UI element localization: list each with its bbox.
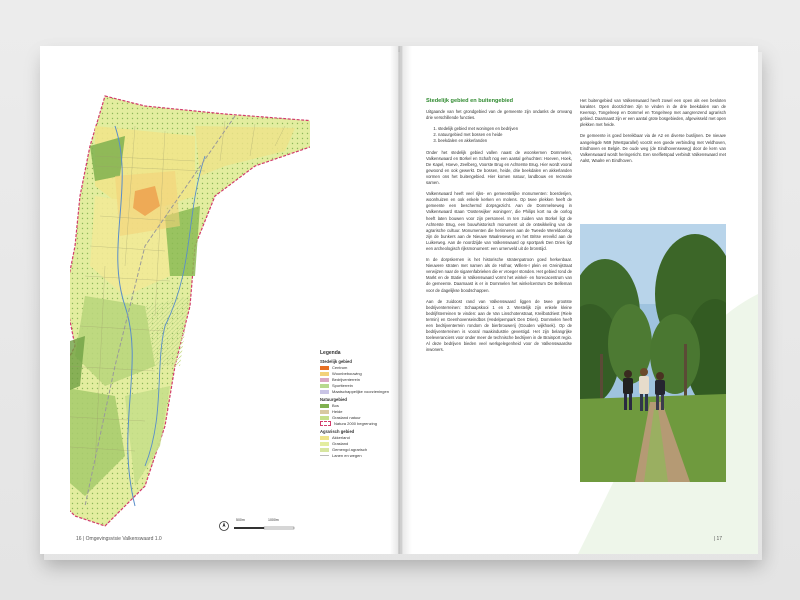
map-legend xyxy=(320,350,392,459)
legend-item: Akkerland xyxy=(320,435,392,440)
paragraph: De gemeente is goed bereikbaar via de A2 en diverse buslijnen. De nieuwe aangelegde N69 (Westparallel) voorzit een goede verbinding met Veldhoven, Eindhoven en België. De oude weg (de Eindhovenseweg) door de kern van Valkenswaard wordt heringericht. Een snelfietspad verbindt Valkenswaard met Aalst, Waalre en Eindhoven. xyxy=(580,133,726,163)
legend-item: Centrum xyxy=(320,365,392,370)
paragraph: Het buitengebied van Valkenswaard heeft zowel een open als een besloten karakter. Open doorzichten zijn te vinden in de drie beekdalen van de Keersop, Tongelreep en Dommel en Tongelreep met aangrenzend agrarisch gebied. Daarnaast zijn er een aantal grote bosgebieden, afgewisseld met open plekken met heide. xyxy=(580,98,726,128)
list-item: 2. natuurgebied met bossen en heide xyxy=(438,132,572,138)
function-list xyxy=(426,126,572,144)
municipality-map xyxy=(70,66,310,536)
photo-forest-path xyxy=(580,224,726,482)
scale-label-1000: 1000m xyxy=(268,518,279,522)
legend-item: Maatschappelijke voorzieningen xyxy=(320,389,392,394)
legend-item: Grasland natuur xyxy=(320,415,392,420)
paragraph: Onder het stedelijk gebied vallen naast de woonkernen Dommelen, Valkenswaard en Borkel en Schaft nog een aantal gehuchten: Hoeven, Hoek, De Kapel, Hoeve, Zeelberg, Voorste Brug en Achterste Brug. Hier wordt vooral gewoond en ook gewerkt. De bossen, heide, drie beekdalen en akkerlanden vormen ons het buitengebied. Hier komen natuur, landbouw en recreatie samen. xyxy=(426,149,572,186)
legend-title: Legenda xyxy=(320,350,341,356)
list-item: 3. beekdalen en akkerlanden xyxy=(438,138,572,144)
intro-paragraph: Uitgaande van het grondgebied van de gemeente zijn ondanks de omvang drie verschillende functies. xyxy=(426,109,572,121)
paragraph: In de dorpskernen is het historische stratenpatroon goed herkenbaar. Nieuwere straten met namen als de Hofnar, Willem-I plein en Greinijstraat verwijzen naar de sigarenfabrieken die er vroeger stonden. Het gebied rond de Markt en de Statie in Valkenswaard vormt het winkel- en horecacentrum van de gemeente. Daarnaast is er in Dommelen het winkelcentrum De Belleman voor de dagelijkse boodschappen. xyxy=(426,257,572,293)
legend-section-title: Agrarisch gebied xyxy=(320,429,355,434)
legend-item: Heide xyxy=(320,409,392,414)
list-item: 1. stedelijk gebied met woningen en bedrijven xyxy=(438,126,572,132)
legend-section-title: Stedelijk gebied xyxy=(320,359,352,364)
legend-item: Woonbebouwing xyxy=(320,371,392,376)
text-column-right xyxy=(580,98,726,169)
section-heading: Stedelijk gebied en buitengebied xyxy=(426,98,514,104)
scale-label-500: 500m xyxy=(236,518,245,522)
legend-item: Lanen en wegen xyxy=(320,453,392,458)
legend-item: Sportterrein xyxy=(320,383,392,388)
legend-item: Bedrijventerrein xyxy=(320,377,392,382)
legend-section-title: Natuurgebied xyxy=(320,397,347,402)
legend-item: Natura 2000 begrenzing xyxy=(320,421,392,426)
legend-item: Bos xyxy=(320,403,392,408)
text-column-left xyxy=(426,98,572,358)
left-page-footer: 16 | Omgevingsvisie Valkenswaard 1.0 xyxy=(76,536,162,542)
legend-item: Grasland xyxy=(320,441,392,446)
legend-item: Gemengd agrarisch xyxy=(320,447,392,452)
paragraph: Aan de zuidoost rand van Valkenswaard liggen de twee grootste bedrijventerreinen: Schaapskooi 1 en 2. Westelijk zijn enkele kleine bedrijfsterreinen te vinden: aan de Van Linschotenstraat, Kreilbotdriest (Riele termin) en Geenhovenseindbos (Hedelpempark Den Dries). Dommelen heeft een bedrijventerrein rondom de bierbrouwerij (Gouden wijkhoek). Op de bedrijventerreinen is vooral maakindustrie gevestigd. Het zijn belangrijke toeleveranciers voor onder meer de technische bedrijven in de Brainport regio. Al deze bedrijven bieden veel werkgelegenheid voor de Valkenswaardse inwoners. xyxy=(426,298,572,353)
paragraph: Valkenswaard heeft veel rijks- en gemeentelijke monumenten: boerderijen, woonhuizen en ook enkele kerken en molens. Op twee plekken heeft de gemeente een beschermd dorpsgezicht. Aan de Dommelseweg in Valkenswaard staan 'Oosterwijker woningen', die Philips kort na de oorlog heeft laten bouwen voor zijn personeel. In ten zuiden van Borkel ligt de Achterste Brug, een bouwhistorisch monument uit de ontwikkeling van de agrarische cultuur. Monumenten die herinneren aan de Tweede Wereldoorlog zijn de bunkers aan de Nieuwe Waalreseweg en het Britse erevéld aan de Luikerweg. Aan de noordzijde van Valkenswaard op sportpark Den Dries ligt een archeologisch rijksmonument: een urnenveld uit de bronstijd. xyxy=(426,191,572,251)
right-page xyxy=(400,46,758,554)
left-page xyxy=(40,46,398,554)
right-page-footer: | 17 xyxy=(713,536,722,542)
